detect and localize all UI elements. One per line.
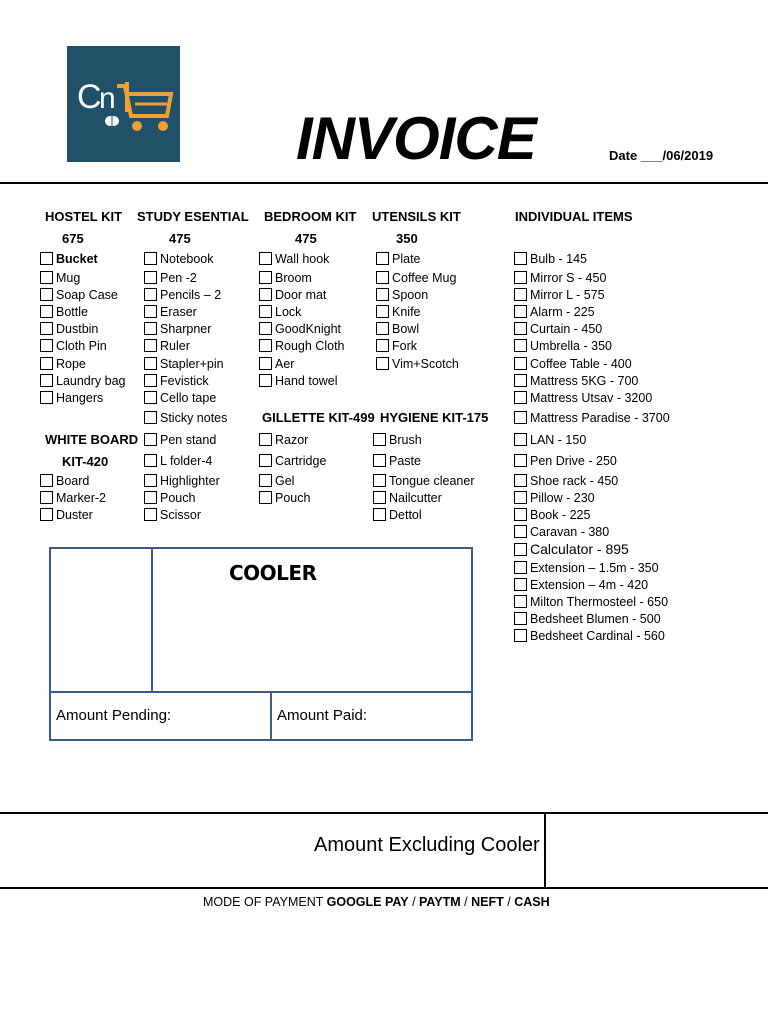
payment-google-pay: GOOGLE PAY (326, 895, 409, 909)
checkbox[interactable] (144, 305, 157, 318)
list-item: Mirror L - 575 (514, 287, 605, 304)
checkbox[interactable] (144, 491, 157, 504)
list-item: Curtain - 450 (514, 321, 602, 338)
checkbox[interactable] (144, 339, 157, 352)
list-item: Bedsheet Blumen - 500 (514, 611, 661, 628)
checkbox[interactable] (376, 288, 389, 301)
checkbox[interactable] (514, 491, 527, 504)
checkbox[interactable] (144, 322, 157, 335)
checkbox[interactable] (514, 271, 527, 284)
checkbox[interactable] (259, 288, 272, 301)
list-item: Sticky notes (144, 410, 227, 427)
hostel-kit-price: 675 (62, 231, 84, 246)
checkbox[interactable] (373, 491, 386, 504)
checkbox[interactable] (259, 271, 272, 284)
utensils-kit-heading: UTENSILS KIT (372, 209, 461, 224)
bedroom-kit-heading: BEDROOM KIT (264, 209, 357, 224)
divider (151, 549, 153, 693)
checkbox[interactable] (514, 612, 527, 625)
whiteboard-kit-heading: WHITE BOARD (45, 432, 139, 447)
hostel-kit-heading: HOSTEL KIT (45, 209, 123, 224)
list-item: Marker-2 (40, 490, 106, 507)
checkbox[interactable] (144, 508, 157, 521)
checkbox[interactable] (514, 357, 527, 370)
list-item: Calculator - 895 (514, 541, 629, 558)
study-kit-price: 475 (169, 231, 191, 246)
list-item: LAN - 150 (514, 432, 586, 449)
checkbox[interactable] (514, 543, 527, 556)
checkbox[interactable] (144, 271, 157, 284)
list-item: Bucket (40, 251, 98, 268)
divider (51, 691, 471, 693)
list-item: Scissor (144, 507, 201, 524)
checkbox[interactable] (514, 411, 527, 424)
list-item: Pillow - 230 (514, 490, 595, 507)
list-item: Coffee Table - 400 (514, 356, 632, 373)
checkbox[interactable] (259, 374, 272, 387)
checkbox[interactable] (514, 454, 527, 467)
list-item: Bulb - 145 (514, 251, 587, 268)
list-item: Shoe rack - 450 (514, 473, 618, 490)
checkbox[interactable] (514, 252, 527, 265)
footer-bottom-divider (0, 887, 768, 889)
checkbox[interactable] (376, 305, 389, 318)
list-item: Laundry bag (40, 373, 126, 390)
list-item: Pencils – 2 (144, 287, 221, 304)
list-item: Broom (259, 270, 312, 287)
individual-items-heading: INDIVIDUAL ITEMS (515, 209, 633, 224)
checkbox[interactable] (40, 339, 53, 352)
checkbox[interactable] (514, 508, 527, 521)
payment-paytm: PAYTM (419, 895, 461, 909)
list-item: Bowl (376, 321, 419, 338)
list-item: Lock (259, 304, 301, 321)
invoice-date: Date ___/06/2019 (609, 148, 714, 163)
list-item: Mattress Paradise - 3700 (514, 410, 670, 427)
list-item: Hand towel (259, 373, 338, 390)
svg-text:C: C (77, 78, 102, 116)
cooler-label: COOLER (229, 561, 317, 585)
checkbox[interactable] (514, 322, 527, 335)
amount-excluding-row (0, 812, 768, 889)
list-item: Plate (376, 251, 421, 268)
list-item: Pouch (259, 490, 310, 507)
checkbox[interactable] (40, 374, 53, 387)
list-item: Coffee Mug (376, 270, 456, 287)
checkbox[interactable] (373, 508, 386, 521)
list-item: Razor (259, 432, 308, 449)
list-item: GoodKnight (259, 321, 341, 338)
payment-cash: CASH (514, 895, 550, 909)
list-item: Pouch (144, 490, 195, 507)
list-item: Cello tape (144, 390, 216, 407)
checkbox[interactable] (259, 433, 272, 446)
checkbox[interactable] (259, 474, 272, 487)
amount-paid-label: Amount Paid: (277, 707, 368, 724)
whiteboard-kit-price: KIT-420 (62, 454, 109, 469)
list-item: Pen stand (144, 432, 216, 449)
list-item: Pen -2 (144, 270, 197, 287)
list-item: Milton Thermosteel - 650 (514, 594, 668, 611)
checkbox[interactable] (514, 629, 527, 642)
list-item: Stapler+pin (144, 356, 224, 373)
list-item: Fork (376, 338, 417, 355)
list-item: Door mat (259, 287, 326, 304)
checkbox[interactable] (40, 271, 53, 284)
list-item: Board (40, 473, 89, 490)
list-item: Umbrella - 350 (514, 338, 612, 355)
checkbox[interactable] (514, 391, 527, 404)
list-item: Sharpner (144, 321, 211, 338)
list-item: Cartridge (259, 453, 326, 470)
checkbox[interactable] (514, 525, 527, 538)
cooler-box (49, 547, 473, 741)
bedroom-kit-price: 475 (295, 231, 317, 246)
checkbox[interactable] (373, 433, 386, 446)
checkbox[interactable] (259, 252, 272, 265)
list-item: Rope (40, 356, 86, 373)
checkbox[interactable] (514, 339, 527, 352)
checkbox[interactable] (514, 595, 527, 608)
checkbox[interactable] (514, 305, 527, 318)
checkbox[interactable] (373, 474, 386, 487)
checkbox[interactable] (40, 474, 53, 487)
list-item: Paste (373, 453, 421, 470)
checkbox[interactable] (144, 391, 157, 404)
checkbox[interactable] (144, 474, 157, 487)
checkbox[interactable] (144, 411, 157, 424)
list-item: Dustbin (40, 321, 98, 338)
amount-pending-label: Amount Pending: (56, 707, 172, 724)
list-item: Aer (259, 356, 294, 373)
list-item: Tongue cleaner (373, 473, 474, 490)
divider (270, 691, 272, 739)
checkbox[interactable] (514, 374, 527, 387)
invoice-title: INVOICE (296, 105, 536, 172)
amount-excluding-label: Amount Excluding Cooler (314, 834, 540, 856)
list-item: Pen Drive - 250 (514, 453, 617, 470)
list-item: Fevistick (144, 373, 209, 390)
list-item: Wall hook (259, 251, 329, 268)
list-item: Hangers (40, 390, 103, 407)
list-item: Extension – 4m - 420 (514, 577, 648, 594)
study-kit-heading: STUDY ESENTIAL (137, 209, 249, 224)
checkbox[interactable] (376, 322, 389, 335)
list-item: Soap Case (40, 287, 118, 304)
checkbox[interactable] (259, 357, 272, 370)
header-divider (0, 182, 768, 184)
list-item: Brush (373, 432, 422, 449)
cart-logo-icon (67, 46, 180, 162)
gillette-kit-heading: GILLETTE KIT-499 (262, 410, 375, 425)
list-item: Gel (259, 473, 294, 490)
checkbox[interactable] (259, 491, 272, 504)
payment-neft: NEFT (471, 895, 504, 909)
checkbox[interactable] (144, 288, 157, 301)
list-item: Mattress 5KG - 700 (514, 373, 638, 390)
checkbox[interactable] (40, 491, 53, 504)
checkbox[interactable] (40, 391, 53, 404)
checkbox[interactable] (259, 454, 272, 467)
checkbox[interactable] (376, 271, 389, 284)
checkbox[interactable] (144, 454, 157, 467)
checkbox[interactable] (514, 433, 527, 446)
checkbox[interactable] (514, 474, 527, 487)
checkbox[interactable] (40, 508, 53, 521)
checkbox[interactable] (40, 322, 53, 335)
checkbox[interactable] (373, 454, 386, 467)
list-item: Mirror S - 450 (514, 270, 606, 287)
list-item: Mattress Utsav - 3200 (514, 390, 652, 407)
checkbox[interactable] (144, 252, 157, 265)
checkbox[interactable] (376, 339, 389, 352)
payment-modes: MODE OF PAYMENT GOOGLE PAY / PAYTM / NEFT / CASH (203, 895, 550, 909)
list-item: Cloth Pin (40, 338, 107, 355)
list-item: Duster (40, 507, 93, 524)
hygiene-kit-heading: HYGIENE KIT-175 (380, 410, 489, 425)
checkbox[interactable] (144, 374, 157, 387)
checkbox[interactable] (514, 561, 527, 574)
checkbox[interactable] (376, 252, 389, 265)
utensils-kit-price: 350 (396, 231, 418, 246)
checkbox[interactable] (514, 578, 527, 591)
checkbox[interactable] (40, 252, 53, 265)
checkbox[interactable] (40, 288, 53, 301)
list-item: Highlighter (144, 473, 220, 490)
list-item: Dettol (373, 507, 422, 524)
checkbox[interactable] (514, 288, 527, 301)
list-item: Rough Cloth (259, 338, 345, 355)
checkbox[interactable] (144, 357, 157, 370)
list-item: Ruler (144, 338, 190, 355)
list-item: Mug (40, 270, 80, 287)
list-item: Bottle (40, 304, 88, 321)
list-item: L folder-4 (144, 453, 212, 470)
list-item: Vim+Scotch (376, 356, 459, 373)
checkbox[interactable] (259, 322, 272, 335)
checkbox[interactable] (40, 305, 53, 318)
list-item: Extension – 1.5m - 350 (514, 560, 659, 577)
list-item: Eraser (144, 304, 197, 321)
checkbox[interactable] (144, 433, 157, 446)
list-item: Knife (376, 304, 421, 321)
list-item: Caravan - 380 (514, 524, 609, 541)
svg-text:n: n (99, 82, 116, 115)
list-item: Notebook (144, 251, 214, 268)
divider (544, 812, 546, 888)
list-item: Book - 225 (514, 507, 590, 524)
checkbox[interactable] (259, 305, 272, 318)
checkbox[interactable] (259, 339, 272, 352)
list-item: Alarm - 225 (514, 304, 595, 321)
list-item: Spoon (376, 287, 428, 304)
checkbox[interactable] (376, 357, 389, 370)
list-item: Bedsheet Cardinal - 560 (514, 628, 665, 645)
list-item: Nailcutter (373, 490, 442, 507)
checkbox[interactable] (40, 357, 53, 370)
cnp-logo (67, 46, 180, 162)
